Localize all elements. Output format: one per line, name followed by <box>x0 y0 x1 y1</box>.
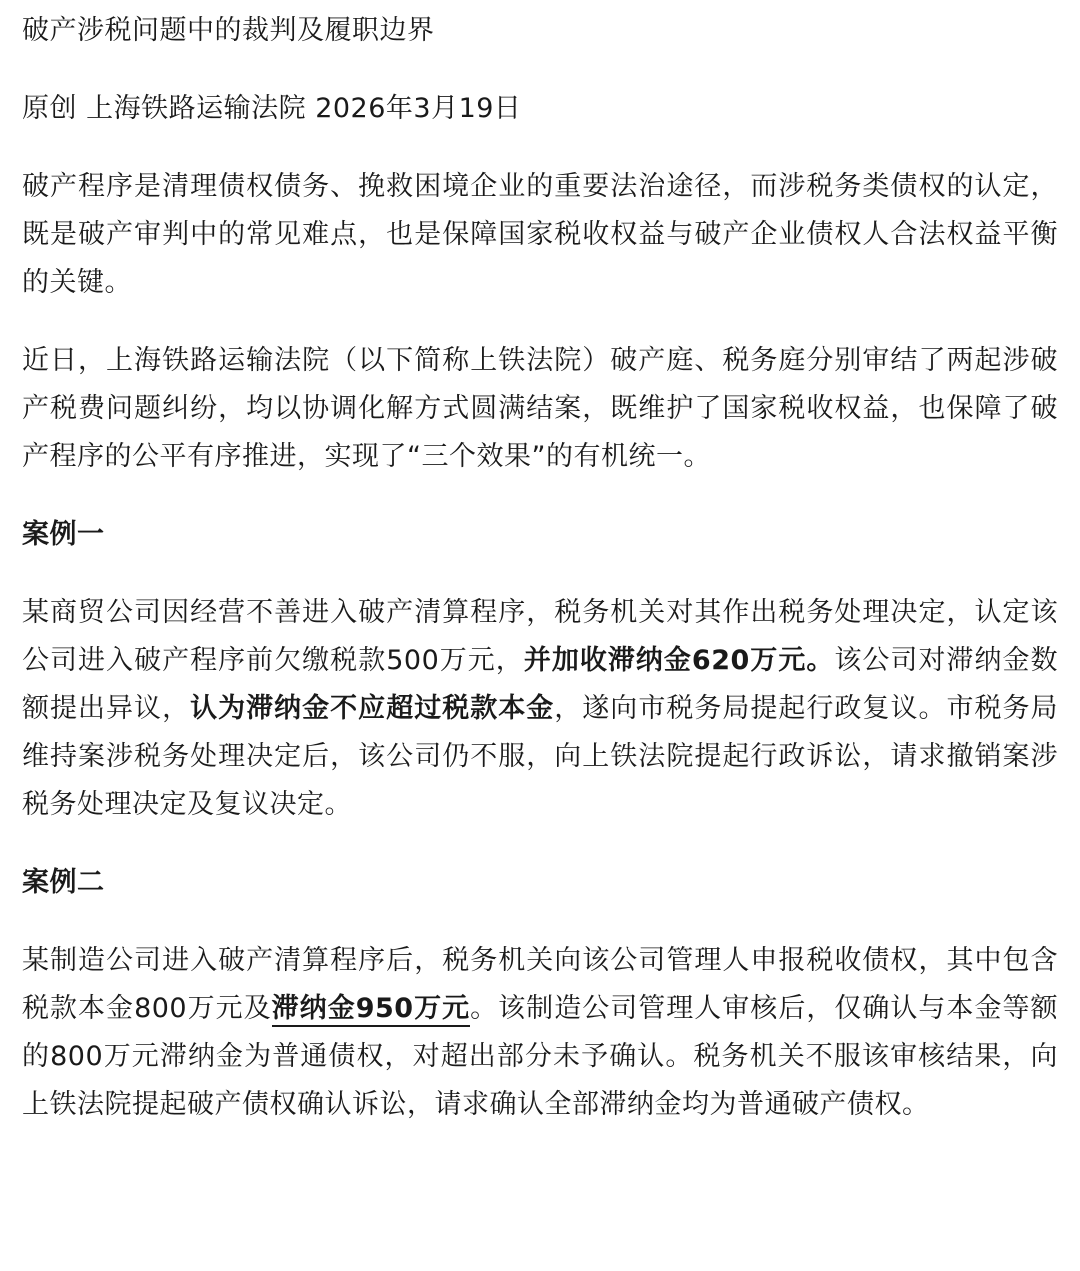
case-2-bold-penalty: 滞纳金950万元 <box>272 993 470 1027</box>
case-2-text-c: 。该制造公司管理人审核后，仅确认与本金等额的800万元滞纳金为普通债权，对超出部分未予确认。税务机关不服该审核结果，向上铁法院提起破产债权确认诉讼，请求确认全部滞纳金均为普通破产债权。 <box>22 993 1058 1120</box>
publish-date: 2026年3月19日 <box>315 93 522 124</box>
case-1-text-a: 某商贸公司因经营不善进入破产清算程序，税务机关对其作出税务处理决定，认定该公司进入破产程序前欠缴税款500万元， <box>22 597 1058 676</box>
case-1-text-e: ，遂向市税务局提起行政复议。市税务局维持案涉税务处理决定后，该公司仍不服，向上铁法院提起行政诉讼，请求撤销案涉税务处理决定及复议决定。 <box>22 693 1059 820</box>
author-name[interactable]: 上海铁路运输法院 <box>86 93 307 124</box>
case-1-bold-claim: 认为滞纳金不应超过税款本金 <box>190 693 555 724</box>
case-2-paragraph <box>22 937 1058 1129</box>
case-1-text-c: 该公司对滞纳金数额提出异议， <box>22 645 1058 724</box>
case-2-heading-text: 案例二 <box>22 867 105 898</box>
case-2-text-a: 某制造公司进入破产清算程序后，税务机关向该公司管理人申报税收债权，其中包含税款本金800万元及 <box>22 945 1058 1024</box>
intro-paragraph-1 <box>22 163 1058 307</box>
article-meta <box>22 85 1058 133</box>
case-1-heading <box>22 511 1058 559</box>
case-2-heading <box>22 859 1058 907</box>
case-1-heading-text: 案例一 <box>22 519 105 550</box>
intro-paragraph-2 <box>22 337 1058 481</box>
intro-1-text: 破产程序是清理债权债务、挽救困境企业的重要法治途径，而涉税务类债权的认定，既是破产审判中的常见难点，也是保障国家税收权益与破产企业债权人合法权益平衡的关键。 <box>22 171 1058 298</box>
article-title-text: 破产涉税问题中的裁判及履职边界 <box>22 15 435 46</box>
case-1-paragraph <box>22 589 1058 829</box>
intro-2-text: 近日，上海铁路运输法院（以下简称上铁法院）破产庭、税务庭分别审结了两起涉破产税费问题纠纷，均以协调化解方式圆满结案，既维护了国家税收权益，也保障了破产程序的公平有序推进，实现了“三个效果”的有机统一。 <box>22 345 1058 472</box>
original-tag: 原创 <box>22 93 77 124</box>
case-1-bold-penalty: 并加收滞纳金620万元。 <box>523 645 835 676</box>
article-title <box>22 0 1058 55</box>
